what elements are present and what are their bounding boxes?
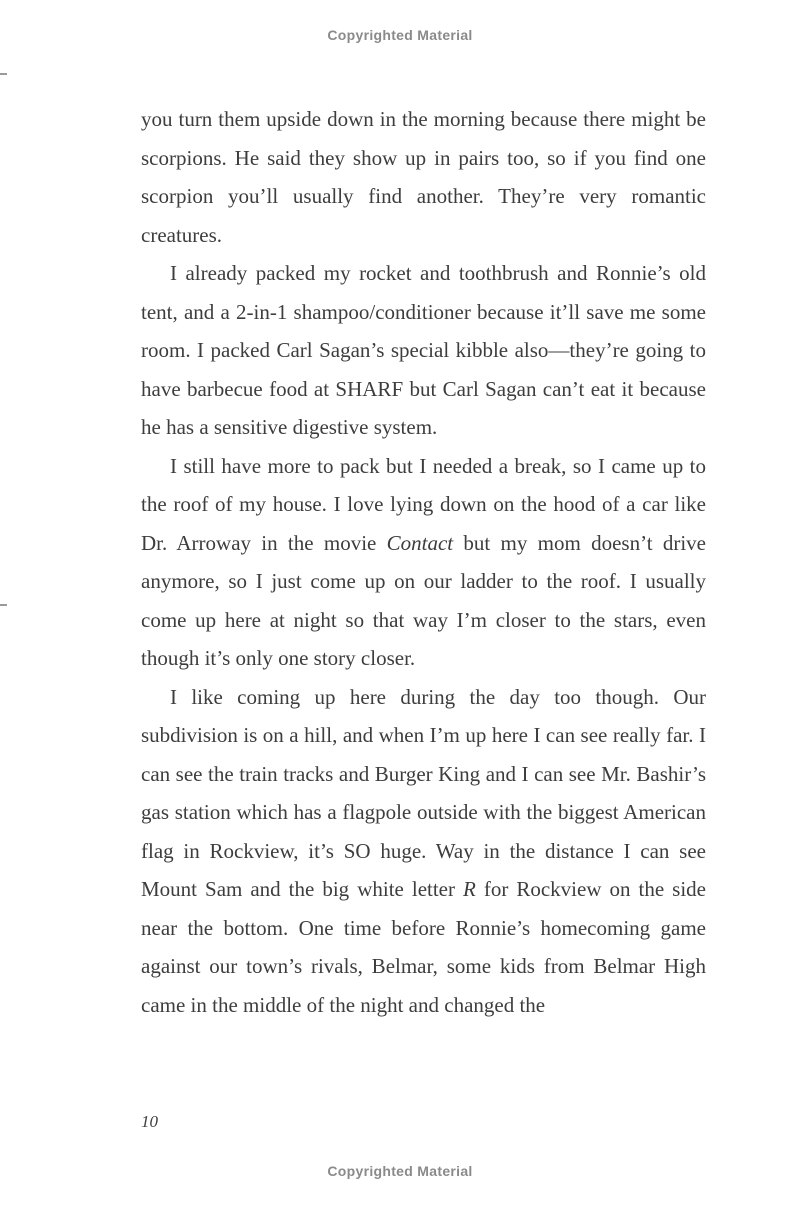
italic-text: Contact [386,530,454,555]
copyright-watermark-bottom: Copyrighted Material [327,1163,473,1179]
scan-artifact-mark [0,604,7,606]
body-text: I still have more to pack but I needed a break, so I came up to the roof of my house. I love lying down on the hood of a car like Dr. Arroway in the movie [141,453,706,555]
body-text: you turn them upside down in the morning because there might be scorpions. He said they show up in pairs too, so if you find one scorpion you’ll usually find another. They’re very romantic creatures. [141,107,706,247]
body-text: I like coming up here during the day too though. Our subdivision is on a hill, and when I’m up here I can see really far. I can see the train tracks and Burger King and I can see Mr. Bashir’s gas station which has a flagpole outside with the biggest American flag in Rockview, it’s SO huge. Way in the distance I can see Mount Sam and the big white letter [141,684,706,901]
page-text [141,100,706,1024]
copyright-watermark-top: Copyrighted Material [327,27,473,43]
body-text: but my mom doesn’t drive anymore, so I just come up on our ladder to the roof. I usually come up here at night so that way I’m closer to the stars, even though it’s only one story closer. [141,530,706,670]
body-text: for Rockview on the side near the bottom. One time before Ronnie’s homecoming game against our town’s rivals, Belmar, some kids from Belmar High came in the middle of the night and changed the [141,877,706,1017]
paragraph [141,678,706,1025]
paragraph [141,100,706,254]
paragraph [141,447,706,678]
italic-text: R [463,877,476,901]
body-text: I already packed my rocket and toothbrush and Ronnie’s old tent, and a 2-in-1 shampoo/conditioner because it’ll save me some room. I packed Carl Sagan’s special kibble also—they’re going to have barbecue food at SHARF but Carl Sagan can’t eat it because he has a sensitive digestive system. [141,261,706,439]
scan-artifact-mark [0,73,7,75]
paragraph [141,254,706,447]
page-number: 10 [141,1112,158,1131]
